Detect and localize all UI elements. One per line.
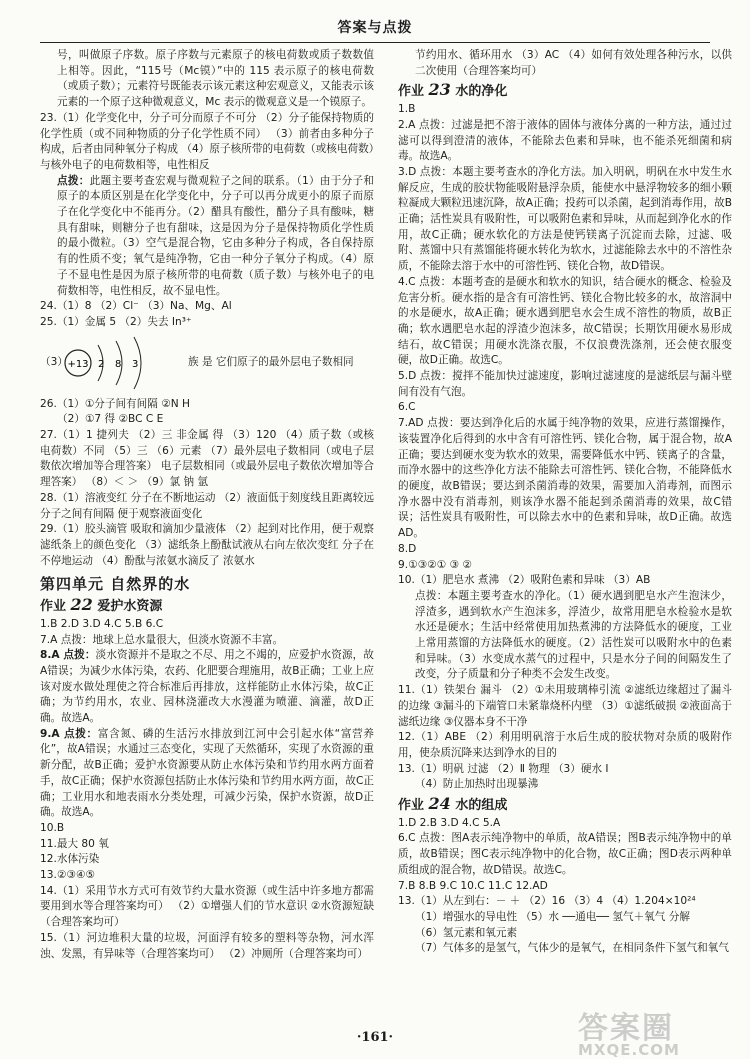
shell-2-electrons: 8 [115,358,122,370]
answer-23-9-extra: ③ ② [449,558,472,571]
answer-23-11: 11.（1）铁架台 漏斗 （2）①未用玻璃棒引流 ②滤纸边缘超过了漏斗的边缘 ③漏斗的下端管口未紧靠烧杯内壁 （3）①滤纸破损 ②液面高于滤纸边缘 ③仪器本身不干净 [398,684,732,728]
answer-24-1: 1.D 2.B 3.D 4.C 5.A [398,816,501,829]
homework-number: 22 [70,595,93,615]
answer-24-13c: （6）氢元素和氧元素 [415,926,518,939]
tip-text: 淡水资源并不是取之不尽、用之不竭的，应爱护水资源，故A错误；为减少水体污染，农药、化肥要合理施用，故B正确；工业上应该对废水做处理使之符合标准后再排放，这样能防止水体污染，故C正确；为节约用水，农业、园林浇灌改大水漫灌为喷灌、滴灌，故D正确。故选A。 [40,649,374,725]
header-title: 答案与点拨 [337,20,413,36]
answer-23-12: 12.（1）ABE （2）利用明矾溶于水后生成的胶状物对杂质的吸附作用，使杂质沉降来达到净水的目的 [398,731,732,759]
answer-24-7: 7.B 8.B 9.C 10.C 11.C 12.AD [398,879,548,892]
answer-29: 29.（1）胶头滴管 吸取和滴加少量液体 （2）起到对比作用，便于观察滤纸条上的颜色变化 （3）滤纸条上酚酞试液从右向左依次变红 分子在不停地运动 （4）酚酞与浓氨水滴反了 浓氨水 [40,523,374,567]
watermark-logo-text: 答案圈 [578,1011,674,1046]
answer-paragraph: 号，叫做原子序数。原子序数与元素原子的核电荷数或质子数数值上相等。因此，“115号（Mc镆）”中的 115 表示原子的核电荷数（或质子数）；元素符号既能表示该元素这种宏观意义，又能表示该元素的一个原子这种微观意义，Mc 表示的微观意义是一个镆原子。 [57,49,374,109]
answer-23-10: 10.（1）肥皂水 煮沸 （2）吸附色素和异味 （3）AB [398,574,651,587]
homework-prefix: 作业 [40,599,67,615]
answer-22-10: 10.B [40,821,65,834]
answer-25: 25.（1）金属 5 （2）失去 In³⁺ [40,315,192,328]
right-column [398,48,732,1028]
answer-22-12: 12.水体污染 [40,853,100,866]
answer-27: 27.（1）1 捷列夫 （2）三 非金属 得 （3）120 （4）质子数（或核电荷数）不同 （5）三 （6）元素 （7）最外层电子数相同（或电子层数依次增加等合理答案） 电子层数相同（或最外层电子数依次增加等合理答案） （8）＜ ＞ （9）氯 钠 氩 [40,429,374,489]
answer-22-8 [40,648,374,727]
answer-23-13b: （4）防止加热时出现暴沸 [415,778,539,791]
shell-3-electrons: 3 [132,358,139,370]
tip-label: 点拨： [57,174,90,187]
atom-label: （3） [40,355,68,368]
tip-text: 富含氮、磷的生活污水排放到江河中会引起水体“富营养化”，故A错误；水通过三态变化，实现了天然循环，实现了水资源的重新分配，故B正确；爱护水资源要从防止水体污染和节约用水两方面着手，故C正确；保护水资源包括防止水体污染和节约用水两方面，故C正确；工业用水和地表雨水分类处理，可减少污染，保护水资源，故D正确。故选A。 [40,727,374,819]
watermark-url: MXQE.COM [578,1041,680,1059]
answer-23-9 [398,558,732,574]
unit-heading: 第四单元 自然界的水 [40,575,191,594]
homework-24-heading [398,796,732,814]
watermark [578,1003,728,1059]
answer-23-9-text: 9.①③②① [398,558,447,571]
homework-title: 水的净化 [455,84,508,100]
answer-23-3: 3.D 点拨：本题主要考查水的净化方法。加入明矾，明矾在水中发生水解反应，生成的胶状物能吸附悬浮杂质，能使水中悬浮物较多的细小颗粒凝成大颗粒迅速沉降，故A正确；投药可以杀菌，起到消毒作用，故B正确；活性炭具有吸附性，可以吸附色素和异味，从而起到净化水的作用，故C正确；硬水软化的方法是使钙镁离子沉淀而去除，过滤、吸附、蒸馏中只有蒸馏能将硬水转化为软水，过滤能除去水中的不溶性杂质，不能除去溶于水中的可溶性钙、镁化合物，故D错误。 [398,165,732,273]
answer-22-13: 13.②③④⑤ [40,869,95,882]
answer-23-13: 13.（1）明矾 过滤 （2）Ⅱ 物理 （3）硬水 Ⅰ [398,762,609,775]
homework-title: 水的组成 [455,798,508,814]
answer-23-7: 7.AD 点拨：要达到净化后的水属于纯净物的效果，应进行蒸馏操作，该装置净化后得到的水中含有可溶性钙、镁化合物，属于混合物，故A正确；要达到硬水变为软水的效果，需要降低水中钙、镁离子的含量，而净水器中的这些净化方法不能除去可溶性钙、镁化合物，不能降低水的硬度，故B错误；要达到杀菌消毒的效果，需要加入消毒剂，而图示净水器中没有消毒剂，则该净水器不能起到杀菌消毒的效果，故C错误；活性炭具有吸附性，可以除去水中的色素和异味，故D正确。故选AD。 [398,417,732,540]
answer-23-1: 1.B [398,103,416,116]
page-header [40,0,710,43]
page-number: ·161· [356,1030,394,1045]
homework-number: 23 [428,80,451,100]
answer-23-2: 2.A 点拨：过滤是把不溶于液体的固体与液体分离的一种方法，通过过滤可以得到澄清的液体，不能除去色素和异味，也不能杀死细菌和病毒。故选A。 [398,118,732,163]
answer-24: 24.（1）8 （2）Cl⁻ （3）Na、Mg、Al [40,300,232,313]
answer-23-10-tip: 点拨：本题主要考查水的净化。（1）硬水遇到肥皂水产生泡沫少，浮渣多，遇到软水产生泡沫多，浮渣少，故常用肥皂水检验水是软水还是硬水；生活中经常使用加热煮沸的方法降低水的硬度，工业上常用蒸馏的方法降低水的硬度。（2）活性炭可以吸附水中的色素和异味。（3）水变成水蒸气的过程中，只是水分子间的间隔发生了改变，分子质量和分子种类不会发生改变。 [415,589,732,681]
atom-structure-row [40,333,374,393]
left-column [40,48,374,1028]
homework-23-heading [398,82,732,100]
homework-prefix: 作业 [398,84,425,100]
nucleus-charge: +13 [67,358,89,370]
answer-24-13d: （7）气体多的是氢气，气体少的是氧气，在相同条件下氢气和氧气 [415,942,729,955]
homework-22-heading [40,597,374,615]
homework-title: 爱护水资源 [97,599,163,615]
answer-26b: （2）①7 得 ②BC C E [57,413,164,426]
answer-23-tip [40,174,374,300]
answer-23-6: 6.C [398,401,416,414]
answer-22-14: 14.（1）采用节水方式可有效节约大量水资源（或生活中许多地方都需要用到水等合理答案均可） （2）①增强人们的节水意识 ②水资源短缺（合理答案均可） [40,884,374,929]
tip-text: 此题主要考查宏观与微观粒子之间的联系。（1）由于分子和原子的本质区别是在化学变化中，分子可以再分成更小的原子而原子在化学变化中不能再分。（2）醋具有酸性，醋分子具有酸味，糖具有甜味，则糖分子也有甜味，这是因为分子是保持物质化学性质的最小微粒。（3）空气是混合物，它由多种分子构成，各自保持原有的性质不变；氧气是纯净物，它由一种分子氧分子构成。（4）原子不显电性是因为原子核所带的电荷数（质子数）与核外电子的电荷数相等，电性相反，故不显电性。 [57,174,374,297]
answer-23: 23.（1）化学变化中，分子可分而原子不可分 （2）分子能保持物质的化学性质（或不同种物质的分子化学性质不同） （3）前者由多种分子构成，后者由同种氧分子构成 （4）原子核所带的电荷数（或核电荷数）与核外电子的电荷数相等，电性相反 [40,111,374,171]
homework-prefix: 作业 [398,798,425,814]
answer-24-6: 6.C 点拨：图A表示纯净物中的单质，故A错误；图B表示纯净物中的单质，故B错误；图C表示纯净物中的化合物，故C正确；图D表示两种单质组成的混合物，故D错误。故选C。 [398,832,732,876]
answer-continued: 节约用水、循环用水 （3）AC （4）如何有效处理各种污水，以供二次使用（合理答案均可） [415,49,732,77]
answer-23-8: 8.D [398,542,417,555]
answer-23-5: 5.D 点拨：搅拌不能加快过滤速度，影响过滤速度的是滤纸层与漏斗壁间有没有气泡。 [398,370,732,398]
answer-22-9 [40,727,374,821]
tip-label: 9.A 点拨： [40,727,98,740]
answer-23-4: 4.C 点拨：本题考查的是硬水和软水的知识，结合硬水的概念、检验及危害分析。硬水指的是含有可溶性钙、镁化合物比较多的水，故溶洞中的水是硬水，故A正确；硬水遇到肥皂水会生成不溶性的物质，故B正确；软水遇肥皂水起的浮渣少泡沫多，故C错误；长期饮用硬水易形成结石，故C错误；用硬水洗涤衣服，不仅浪费洗涤剂，还会使衣服变硬，故D正确。故选C。 [398,275,732,367]
answer-24-13: 13.（1）从左到右：－ ＋ （2）16 （3）4 （4）1.204×10²⁴ [398,895,696,908]
homework-number: 24 [428,794,451,814]
answer-22-7: 7.A 点拨：地球上总水量很大，但淡水资源不丰富。 [40,633,284,646]
answer-28: 28.（1）溶液变红 分子在不断地运动 （2）液面低于刻度线且距离较远 分子之间有间隔 便于观察液面变化 [40,491,374,520]
atom-structure-diagram [58,333,178,393]
tip-label: 8.A 点拨： [40,649,96,662]
answer-24-13b: （1）增强水的导电性 （5）水 ──通电── 氢气＋氧气 分解 [415,910,690,923]
answer-22-11: 11.最大 80 氧 [40,837,109,850]
shell-1-electrons: 2 [98,358,105,370]
atom-answer-text: 族 是 它们原子的最外层电子数相同 [188,355,354,368]
answer-26a: 26.（1）①分子间有间隔 ②N H [40,397,190,410]
answer-22-1: 1.B 2.D 3.D 4.C 5.B 6.C [40,617,164,630]
answer-22-15: 15.（1）河边堆积大量的垃圾，河面浮有较多的塑料等杂物，河水浑浊、发黑，有异味等（合理答案均可） （2）冲厕所（合理答案均可） [40,931,374,960]
